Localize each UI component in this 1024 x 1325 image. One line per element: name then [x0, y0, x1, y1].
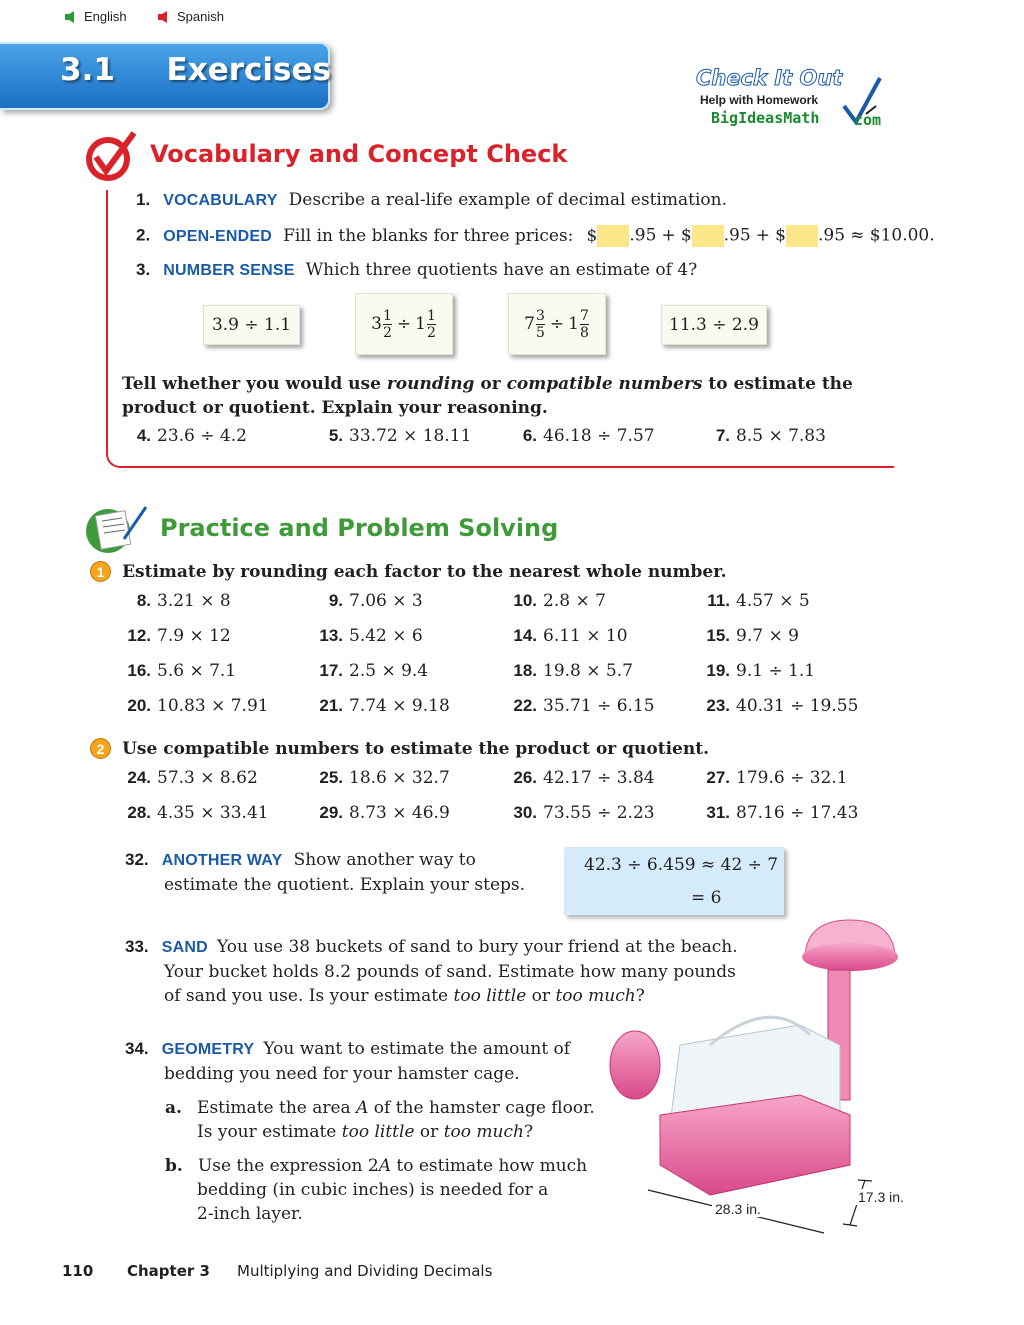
exercise-number: 26. — [513, 768, 537, 787]
exercise-expression: 9.7 × 9 — [736, 626, 799, 646]
exercise-expression: 35.71 ÷ 6.15 — [543, 696, 655, 716]
speaker-icon — [64, 10, 78, 24]
exercise-expression: 87.16 ÷ 17.43 — [736, 803, 859, 823]
exercise-expression: 4.35 × 33.41 — [157, 803, 269, 823]
exercise-item — [305, 696, 450, 716]
exercise-number: 21. — [319, 696, 343, 715]
exercise-expression: 9.1 ÷ 1.1 — [736, 661, 816, 681]
quotient-card: 3 $\frac{1}{2}$ ÷ 1 $\frac{1}{2}$ — [355, 293, 453, 355]
price-blank — [692, 225, 724, 247]
exercise-34a: a. Estimate the area A of the hamster cage floor. Is your estimate too little or too much? — [165, 1098, 595, 1142]
check-it-out-link[interactable] — [696, 66, 896, 134]
exercise-number: 10. — [513, 591, 537, 610]
check-it-out-title: Check It Out — [696, 66, 843, 90]
exercise-number: 9. — [328, 591, 343, 610]
exercise-number: 16. — [127, 661, 151, 680]
exercise-expression: 40.31 ÷ 19.55 — [736, 696, 859, 716]
exercise-item — [113, 591, 231, 611]
exercise-number: 22. — [513, 696, 537, 715]
exercise-item — [692, 803, 858, 823]
exercise-item — [692, 696, 858, 716]
exercise-item — [499, 626, 628, 646]
exercise-number: 8. — [136, 591, 151, 610]
exercise-item — [692, 661, 815, 681]
exercise-34b: b. Use the expression 2A to estimate how much bedding (in cubic inches) is needed for a 2-inch layer. — [165, 1156, 588, 1224]
exercise-item — [305, 591, 423, 611]
exercise-number: 17. — [319, 661, 343, 680]
exercise-number: 31. — [706, 803, 730, 822]
english-audio-button[interactable] — [64, 9, 127, 24]
exercise-number: 29. — [319, 803, 343, 822]
exercise-item — [305, 661, 428, 681]
exercise-item — [692, 626, 799, 646]
exercise-expression: 2.8 × 7 — [543, 591, 606, 611]
notepad-icon — [84, 503, 152, 555]
exercise-item — [113, 426, 247, 446]
vocab-instruction: Tell whether you would use rounding or compatible numbers to estimate the product or quotient. Explain your reasoning. — [122, 374, 853, 418]
exercise-item — [692, 426, 826, 446]
exercise-expression: 5.42 × 6 — [349, 626, 423, 646]
exercise-item — [113, 696, 269, 716]
exercise-number: 28. — [127, 803, 151, 822]
exercise-item — [499, 426, 655, 446]
exercise-item — [499, 591, 606, 611]
exercise-expression: 73.55 ÷ 2.23 — [543, 803, 655, 823]
spanish-label: Spanish — [177, 9, 224, 24]
exercise-expression: 3.21 × 8 — [157, 591, 231, 611]
exercise-number: 27. — [706, 768, 730, 787]
speaker-icon — [157, 10, 171, 24]
exercise-expression: 57.3 × 8.62 — [157, 768, 258, 788]
exercise-number: 15. — [706, 626, 730, 645]
exercise-item — [305, 626, 423, 646]
section-title: Exercises — [166, 52, 331, 88]
exercise-number: 25. — [319, 768, 343, 787]
exercise-number: 19. — [706, 661, 730, 680]
exercise-item — [499, 768, 655, 788]
exercise-item — [113, 661, 236, 681]
exercise-expression: 6.11 × 10 — [543, 626, 628, 646]
group1-instruction: 1 Estimate by rounding each factor to the nearest whole number. — [90, 561, 727, 582]
spanish-audio-button[interactable] — [157, 9, 224, 24]
price-blank — [597, 225, 629, 247]
exercise-expression: 18.6 × 32.7 — [349, 768, 450, 788]
exercise-number: 14. — [513, 626, 537, 645]
page-number: 110 — [62, 1262, 94, 1280]
section-number: 3.1 — [60, 52, 115, 88]
exercise-item — [692, 768, 848, 788]
objective-badge: 2 — [90, 738, 111, 759]
exercise-number: 6. — [522, 426, 537, 445]
exercise-item — [305, 426, 471, 446]
exercise-expression: 7.9 × 12 — [157, 626, 231, 646]
exercise-item — [113, 626, 231, 646]
exercise-number: 23. — [706, 696, 730, 715]
exercise-expression: 10.83 × 7.91 — [157, 696, 269, 716]
exercise-expression: 19.8 × 5.7 — [543, 661, 633, 681]
price-blank — [786, 225, 818, 247]
exercise-expression: 7.74 × 9.18 — [349, 696, 450, 716]
english-label: English — [84, 9, 127, 24]
exercise-number: 30. — [513, 803, 537, 822]
exercise-expression: 46.18 ÷ 7.57 — [543, 426, 655, 446]
vocab-title: Vocabulary and Concept Check — [150, 140, 568, 168]
exercise-item — [113, 803, 269, 823]
exercise-expression: 7.06 × 3 — [349, 591, 423, 611]
exercise-expression: 8.73 × 46.9 — [349, 803, 450, 823]
exercise-expression: 4.57 × 5 — [736, 591, 810, 611]
quotient-card: 11.3 ÷ 2.9 — [661, 305, 767, 345]
exercise-3: 3. NUMBER SENSE Which three quotients have an estimate of 4? — [136, 260, 698, 280]
exercise-number: 5. — [328, 426, 343, 445]
chapter-title: Multiplying and Dividing Decimals — [237, 1262, 493, 1280]
exercise-item — [692, 591, 810, 611]
chapter-label: Chapter 3 — [127, 1262, 210, 1280]
quotient-card: 7 $\frac{3}{5}$ ÷ 1 $\frac{7}{8}$ — [508, 293, 606, 355]
exercise-expression: 5.6 × 7.1 — [157, 661, 237, 681]
site-name: BigIdeasMath — [711, 109, 820, 127]
dimension-length-label: 28.3 in. — [712, 1201, 764, 1217]
exercise-expression: 42.17 ÷ 3.84 — [543, 768, 655, 788]
exercise-item — [499, 661, 633, 681]
exercise-expression: 2.5 × 9.4 — [349, 661, 429, 681]
exercise-expression: 33.72 × 18.11 — [349, 426, 472, 446]
worked-example-box: 42.3 ÷ 6.459 ≈ 42 ÷ 7 = 6 — [564, 847, 784, 915]
exercise-expression: 23.6 ÷ 4.2 — [157, 426, 247, 446]
exercise-number: 20. — [127, 696, 151, 715]
help-subtitle: Help with Homework — [700, 93, 819, 107]
site-com: com — [854, 111, 882, 129]
exercise-number: 24. — [127, 768, 151, 787]
practice-title: Practice and Problem Solving — [160, 514, 559, 542]
red-check-icon — [84, 129, 140, 185]
exercise-32: 32. ANOTHER WAY Show another way to estimate the quotient. Explain your steps. — [125, 850, 526, 895]
exercise-item — [499, 696, 655, 716]
exercise-number: 12. — [127, 626, 151, 645]
exercise-item — [113, 768, 258, 788]
exercise-2: 2. OPEN-ENDED Fill in the blanks for three prices: $ .95 + $ .95 + $ .95 ≈ $10.00. — [136, 225, 935, 246]
objective-badge: 1 — [90, 561, 111, 582]
exercise-item — [305, 803, 450, 823]
exercise-item — [305, 768, 450, 788]
exercise-expression: 179.6 ÷ 32.1 — [736, 768, 848, 788]
exercise-1: 1. VOCABULARY Describe a real-life example of decimal estimation. — [136, 190, 727, 210]
exercise-34: 34. GEOMETRY You want to estimate the amount of bedding you need for your hamster cage. — [125, 1039, 571, 1084]
exercise-number: 7. — [715, 426, 730, 445]
exercise-expression: 8.5 × 7.83 — [736, 426, 826, 446]
dimension-width-label: 17.3 in. — [858, 1189, 904, 1205]
exercise-item — [499, 803, 655, 823]
exercise-number: 11. — [707, 591, 730, 610]
section-banner — [0, 42, 336, 112]
exercise-number: 18. — [513, 661, 537, 680]
group2-instruction: 2 Use compatible numbers to estimate the product or quotient. — [90, 738, 709, 759]
exercise-number: 4. — [136, 426, 151, 445]
exercise-33: 33. SAND You use 38 buckets of sand to bury your friend at the beach. Your bucket holds 8.2 pounds of sand. Estimate how many pounds of sand you use. Is your estimate too little or too much? — [125, 937, 738, 1006]
exercise-number: 13. — [319, 626, 343, 645]
quotient-card: 3.9 ÷ 1.1 — [203, 305, 300, 345]
